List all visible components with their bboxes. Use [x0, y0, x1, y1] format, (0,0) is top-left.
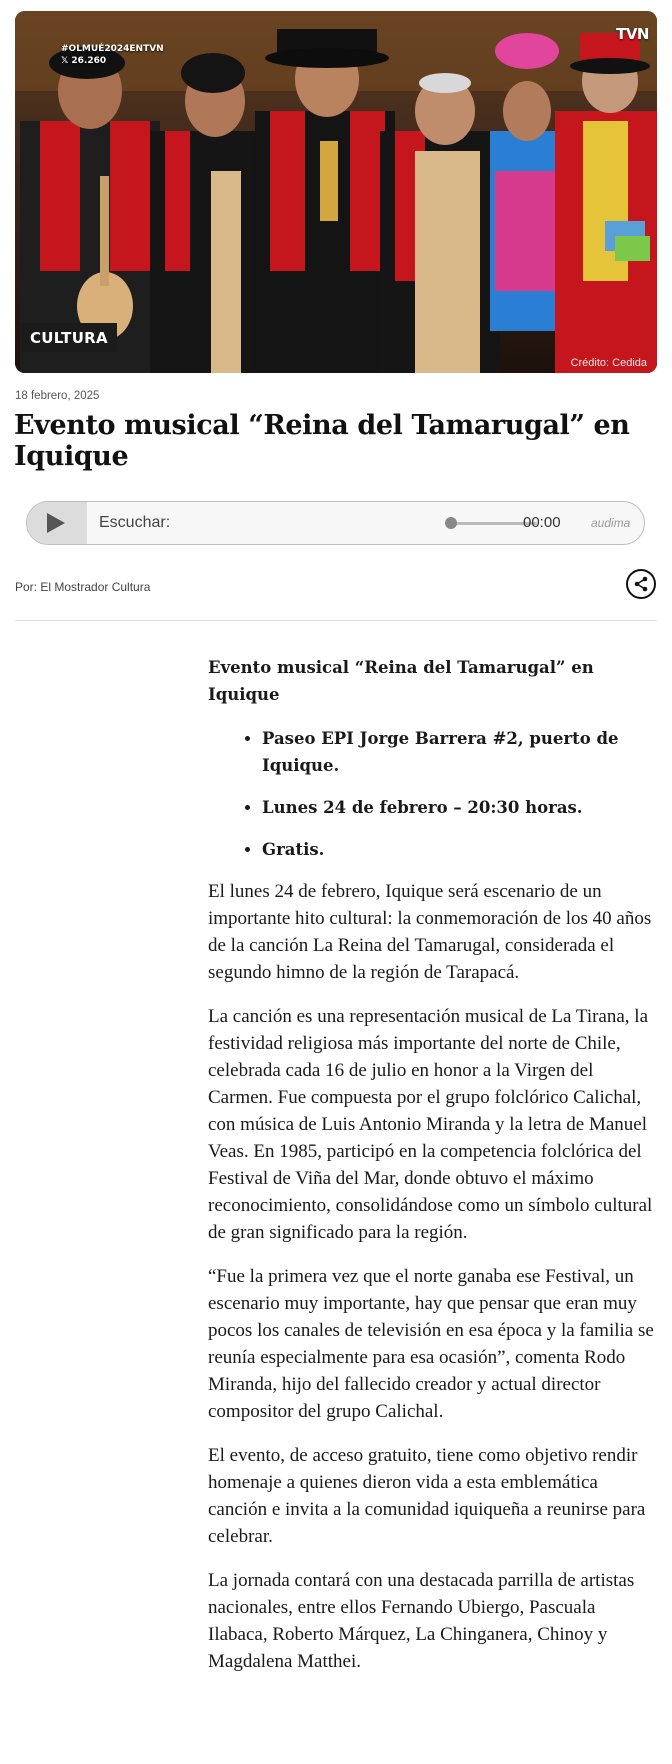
divider — [15, 620, 657, 621]
play-button[interactable] — [27, 502, 87, 544]
audio-player — [26, 501, 645, 545]
article-heading: Evento musical “Reina del Tamarugal” en Iquique — [208, 658, 594, 704]
time-display: 00:00 — [523, 514, 561, 531]
listen-label: Escuchar: — [99, 514, 171, 531]
list-item: • Gratis. — [262, 836, 658, 863]
category-badge[interactable]: CULTURA — [21, 323, 117, 352]
play-icon — [47, 513, 65, 533]
progress-knob[interactable] — [445, 517, 457, 529]
hero-image[interactable] — [15, 11, 657, 373]
article-paragraph: La canción es una representación musical de La Tirana, la festividad religiosa más importante del norte de Chile, celebrada cada 16 de julio en honor a la Virgen del Carmen. Fue compuesta por el grupo folclórico Calichal, con música de Luis Antonio Miranda y la letra de Manuel Veas. En 1985, participó en la competencia folclórica del Festival de Viña del Mar, donde obtuvo el máximo reconocimiento, consolidándose como un símbolo cultural de gran significado para la región. — [208, 1006, 653, 1243]
player-brand: audima — [591, 516, 631, 530]
article-body — [208, 654, 658, 1692]
publish-date: 18 febrero, 2025 — [15, 390, 100, 402]
article-paragraph: “Fue la primera vez que el norte ganaba ese Festival, un escenario muy importante, hay que pensar que eran muy pocos los canales de televisión en esa época y la familia se reunía especialmente para esa ocasión”, comenta Rodo Miranda, hijo del fallecido creador y actual director compositor del grupo Calichal. — [208, 1266, 654, 1422]
hashtag-overlay — [61, 43, 164, 67]
list-item: • Lunes 24 de febrero – 20:30 horas. — [262, 794, 658, 821]
article-paragraph: El lunes 24 de febrero, Iquique será escenario de un importante hito cultural: la conmemoración de los 40 años de la canción La Reina del Tamarugal, considerada el segundo himno de la región de Tarapacá. — [208, 881, 652, 983]
share-icon — [633, 576, 649, 592]
list-item: • Paseo EPI Jorge Barrera #2, puerto de Iquique. — [262, 725, 658, 779]
page-title: Evento musical “Reina del Tamarugal” en Iquique — [14, 410, 630, 472]
social-count: 𝕏 26.260 — [61, 56, 107, 66]
author-byline: Por: El Mostrador Cultura — [15, 580, 151, 594]
network-logo: TVN — [616, 25, 649, 43]
photo-credit: Crédito: Cedida — [570, 357, 647, 369]
article-paragraph: El evento, de acceso gratuito, tiene como objetivo rendir homenaje a quienes dieron vida a esta emblemática canción e invita a la comunidad iquiqueña a reunirse para celebrar. — [208, 1445, 646, 1547]
hashtag-text: #OLMUÉ2024ENTVN — [61, 44, 164, 54]
event-details-list — [208, 725, 658, 863]
share-button[interactable] — [626, 569, 656, 599]
article-paragraph: La jornada contará con una destacada parrilla de artistas nacionales, entre ellos Fernando Ubiergo, Pascuala Ilabaca, Roberto Márquez, La Chinganera, Chinoy y Magdalena Matthei. — [208, 1570, 635, 1672]
